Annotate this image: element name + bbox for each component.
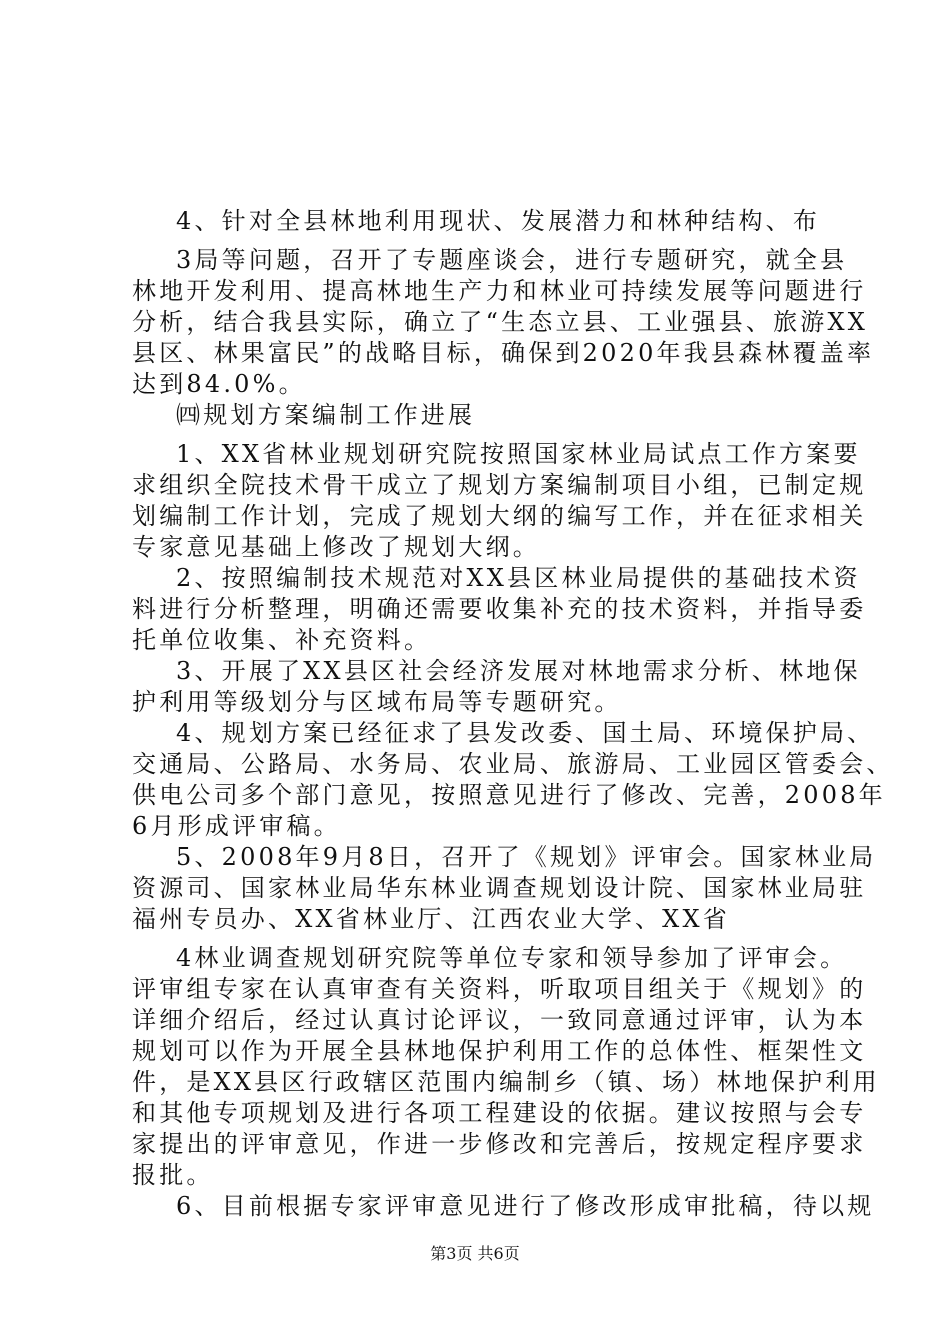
body-text-line: 分析，结合我县实际，确立了“生态立县、工业强县、旅游XX bbox=[132, 308, 869, 336]
body-text-line: 4、规划方案已经征求了县发改委、国土局、环境保护局、 bbox=[176, 719, 875, 747]
body-text-line: 划编制工作计划，完成了规划大纲的编写工作，并在征求相关 bbox=[132, 502, 867, 530]
body-text-line: 福州专员办、XX省林业厅、江西农业大学、XX省 bbox=[132, 905, 730, 933]
body-text-line: 6月形成评审稿。 bbox=[132, 812, 341, 840]
body-text-line: ㈣规划方案编制工作进展 bbox=[176, 401, 476, 429]
body-text-line: 托单位收集、补充资料。 bbox=[132, 626, 432, 654]
body-text-line: 达到84.0%。 bbox=[132, 370, 306, 398]
body-text-line: 县区、林果富民”的战略目标，确保到2020年我县森林覆盖率 bbox=[132, 339, 875, 367]
body-text-line: 评审组专家在认真审查有关资料，听取项目组关于《规划》的 bbox=[132, 975, 867, 1003]
body-text-line: 护利用等级划分与区域布局等专题研究。 bbox=[132, 688, 622, 716]
body-text-line: 6、目前根据专家评审意见进行了修改形成审批稿，待以规 bbox=[176, 1192, 875, 1220]
body-text-line: 求组织全院技术骨干成立了规划方案编制项目小组，已制定规 bbox=[132, 471, 867, 499]
body-text-line: 3局等问题，召开了专题座谈会，进行专题研究，就全县 bbox=[176, 246, 848, 274]
body-text-line: 报批。 bbox=[132, 1161, 214, 1189]
body-text-line: 2、按照编制技术规范对XX县区林业局提供的基础技术资 bbox=[176, 564, 861, 592]
body-text-line: 资源司、国家林业局华东林业调查规划设计院、国家林业局驻 bbox=[132, 874, 867, 902]
body-text-line: 专家意见基础上修改了规划大纲。 bbox=[132, 533, 540, 561]
body-text-line: 4林业调查规划研究院等单位专家和领导参加了评审会。 bbox=[176, 944, 848, 972]
body-text-line: 家提出的评审意见，作进一步修改和完善后，按规定程序要求 bbox=[132, 1130, 867, 1158]
body-text-line: 规划可以作为开展全县林地保护利用工作的总体性、框架性文 bbox=[132, 1037, 867, 1065]
body-text-line: 详细介绍后，经过认真讨论评议，一致同意通过评审，认为本 bbox=[132, 1006, 867, 1034]
body-text-line: 供电公司多个部门意见，按照意见进行了修改、完善，2008年 bbox=[132, 781, 886, 809]
page-number: 第3页 共6页 bbox=[430, 1244, 520, 1263]
body-text-line: 5、2008年9月8日，召开了《规划》评审会。国家林业局 bbox=[176, 843, 877, 871]
body-text-line: 3、开展了XX县区社会经济发展对林地需求分析、林地保 bbox=[176, 657, 861, 685]
body-text-line: 1、XX省林业规划研究院按照国家林业局试点工作方案要 bbox=[176, 440, 861, 468]
body-text-line: 料进行分析整理，明确还需要收集补充的技术资料，并指导委 bbox=[132, 595, 867, 623]
body-text-line: 件，是XX县区行政辖区范围内编制乡（镇、场）林地保护利用 bbox=[132, 1068, 880, 1096]
body-text-line: 交通局、公路局、水务局、农业局、旅游局、工业园区管委会、 bbox=[132, 750, 894, 778]
body-text-line: 林地开发利用、提高林地生产力和林业可持续发展等问题进行 bbox=[132, 277, 867, 305]
body-text-line: 和其他专项规划及进行各项工程建设的依据。建议按照与会专 bbox=[132, 1099, 867, 1127]
body-text-line: 4、针对全县林地利用现状、发展潜力和林种结构、布 bbox=[176, 207, 821, 235]
